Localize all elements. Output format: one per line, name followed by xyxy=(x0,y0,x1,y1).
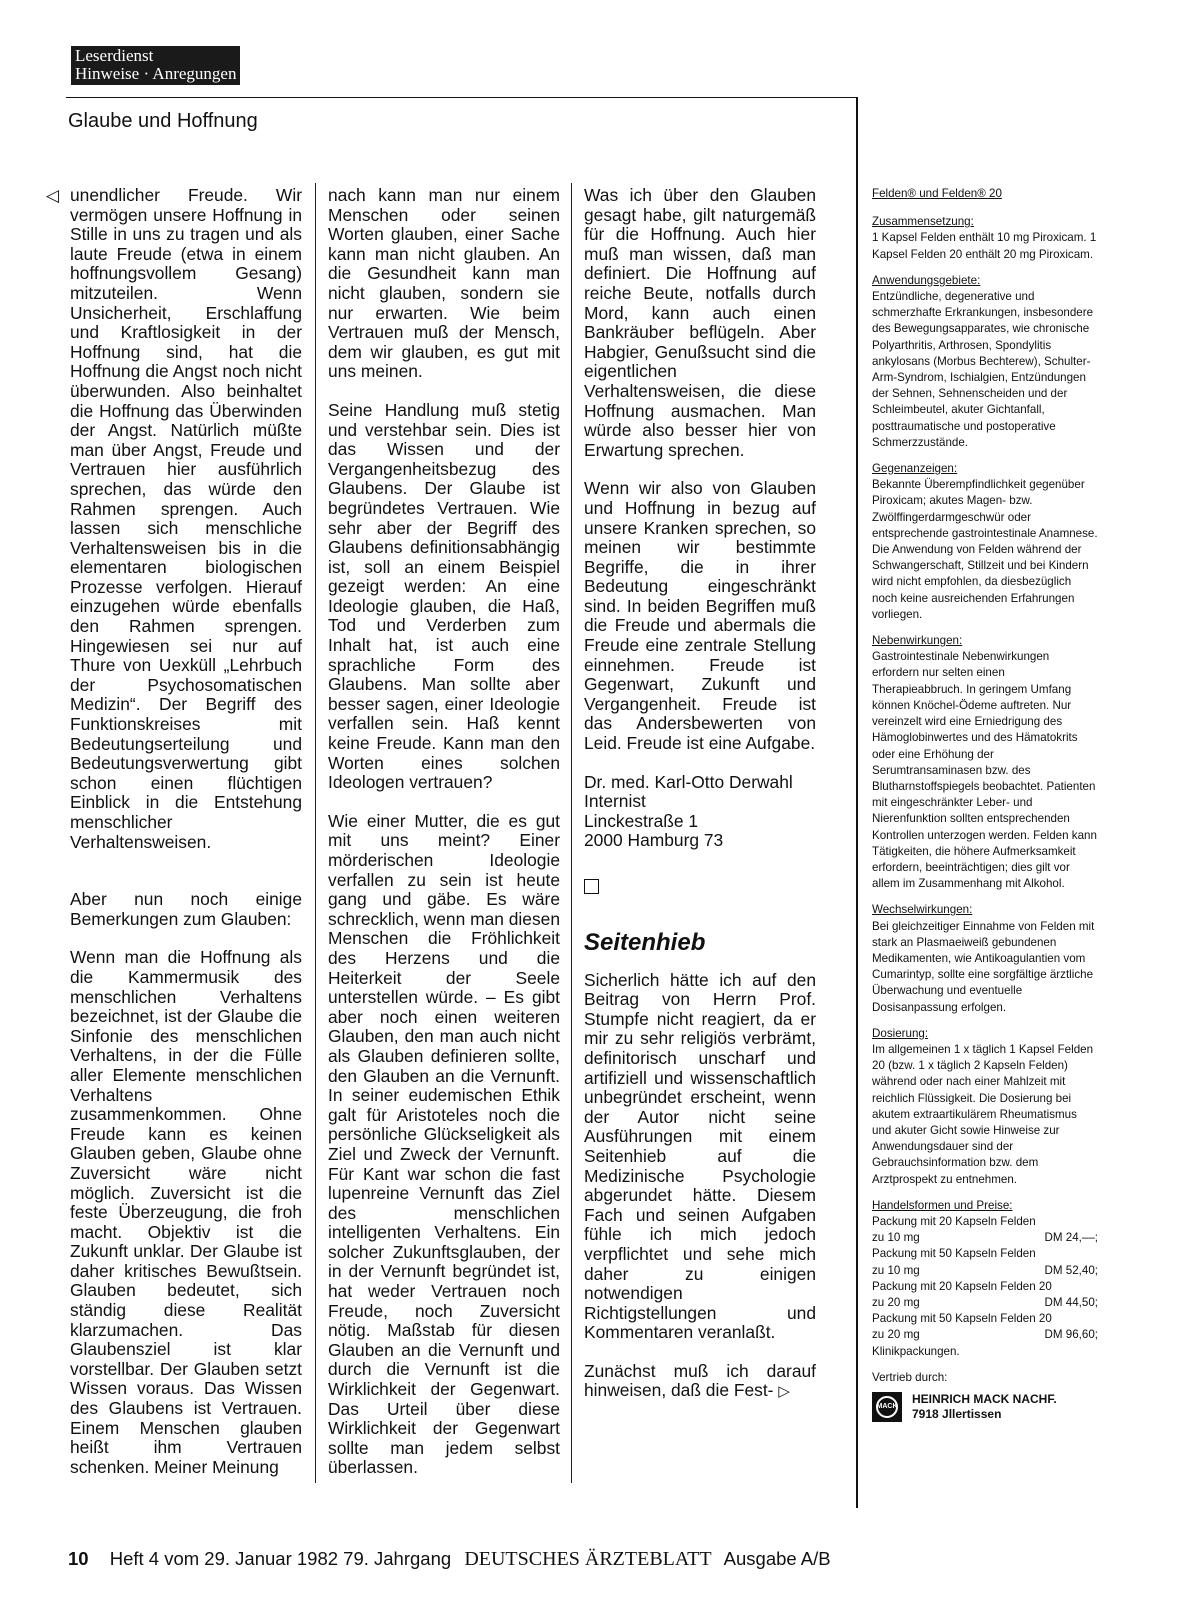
price-item xyxy=(872,1279,1098,1311)
company-info xyxy=(912,1392,1057,1422)
section-text: 1 Kapsel Felden enthält 10 mg Piroxicam. 1 Kapsel Felden 20 enthält 20 mg Piroxicam. xyxy=(872,231,1097,261)
section-text: Bei gleichzeitiger Einnahme von Felden mit stark an Plasmaeiweiß gebundenen Medikamenten, wie Antikoagulantien vom Cumarintyp, sollte eine sorgfältige ärztliche Überwachung und eventuelle Dosisanpassung erfolgen. xyxy=(872,919,1095,1014)
price-item xyxy=(872,1246,1098,1278)
paragraph: Was ich über den Glauben gesagt habe, gilt naturgemäß für die Hoffnung. Auch hier muß man wissen, daß man definiert. Die Hoffnung auf reiche Beute, notfalls durch Mord, kann auch einen Bankräuber beflügeln. Aber Habgier, Genußsucht sind die eigentlichen Verhaltensweisen, die diese Hoffnung ausmachen. Man würde also besser hier von Erwartung sprechen. xyxy=(584,185,816,460)
continuation-arrow-icon: ◁ xyxy=(46,186,60,205)
price-item-label: Packung mit 50 Kapseln Felden 20 xyxy=(872,1312,1052,1326)
price-item-label: Packung mit 20 Kapseln Felden xyxy=(872,1214,1036,1228)
page-footer xyxy=(68,1548,831,1571)
section-heading: Anwendungsgebiete: xyxy=(872,273,981,287)
author-city: 2000 Hamburg 73 xyxy=(584,830,724,851)
page-title: Glaube und Hoffnung xyxy=(68,110,258,132)
paragraph-continued xyxy=(584,1362,816,1402)
clinic-packs: Klinikpackungen. xyxy=(872,1344,960,1358)
drug-brand: Felden® und Felden® 20 xyxy=(872,187,1002,200)
company-block xyxy=(872,1392,1098,1422)
distribution-label: Vertrieb durch: xyxy=(872,1370,948,1384)
article-column-1 xyxy=(70,186,302,1477)
price-row xyxy=(872,1230,1098,1246)
article-column-2 xyxy=(328,186,560,1478)
paragraph: unendlicher Freude. Wir vermögen unsere Hoffnung in Stille in uns zu tragen und als laute Freude (etwa in einem hoffnungsvollem Gesang) mitzuteilen. Wenn Unsicherheit, Erschlaffung und Kraftlosigkeit in der Hoffnung sind, hat die Hoffnung die Angst noch nicht überwunden. Also beinhaltet die Hoffnung das Überwinden der Angst. Natürlich müßte man über Angst, Freude und Vertrauen hier ausführlich sprechen, das würde den Rahmen sprengen. Auch lassen sich menschliche Verhaltensweisen bis in die elementaren biologischen Prozesse verfolgen. Hierauf einzugehen würde ebenfalls den Rahmen sprengen. Hingewiesen sei nur auf Thure von Uexküll „Lehrbuch der Psychosomatischen Medizin“. Der Begriff des Funktionskreises mit Bedeutungserteilung und Bedeutungsverwertung gibt schon einen flüchtigen Einblick in die Entstehung menschlicher Verhaltensweisen. xyxy=(70,185,302,852)
author-name: Dr. med. Karl-Otto Derwahl xyxy=(584,771,793,792)
paragraph: Seine Handlung muß stetig und verstehbar sein. Dies ist das Wissen und der Vergangenheitsbezug des Glaubens. Der Glaube ist begründetes Vertrauen. Wie sehr aber der Begriff des Glaubens definitionsabhängig ist, soll an einem Beispiel gezeigt werden: An eine Ideologie glauben, die Haß, Tod und Verderben zum Inhalt hat, ist auch eine sprachliche Form des Glaubens. Man sollte aber besser sagen, einer Ideologie verfallen sein. Haß kennt keine Freude. Kann man den Worten eines solchen Ideologen vertrauen? xyxy=(328,399,560,793)
info-section xyxy=(872,902,1098,1015)
logo-text: MACK xyxy=(876,1396,898,1418)
info-section xyxy=(872,633,1098,892)
paragraph: Wenn wir also von Glauben und Hoffnung in bezug auf unsere Kranken sprechen, so meinen wir bestimmte Begriffe, die in ihrer Bedeutung eingeschränkt sind. In beiden Begriffen muß die Freude und abermals die Freude eine zentrale Stellung einnehmen. Freude ist Gegenwart, Zukunft und Vergangenheit. Freude ist das Andersbewerten von Leid. Freude ist eine Aufgabe. xyxy=(584,478,816,754)
info-section xyxy=(872,1026,1098,1188)
price-row xyxy=(872,1327,1098,1343)
price-item-dose: zu 10 mg xyxy=(872,1263,920,1277)
section-heading: Handelsformen und Preise: xyxy=(872,1198,1013,1212)
paragraph: Sicherlich hätte ich auf den Beitrag von Herrn Prof. Stumpfe nicht reagiert, da er mir zu sehr religiös verbrämt, definitorisch unscharf und artifiziell und wissenschaftlich unbegründet erscheint, wenn der Autor nicht seine Ausführungen mit einem Seitenhieb auf die Medizinische Psychologie abgerundet hätte. Diesem Fach und seinen Aufgaben fühle ich mich jedoch verpflichtet und sehe mich daher zu einigen notwendigen Richtigstellungen und Kommentaren veranlaßt. xyxy=(584,969,816,1343)
price-item xyxy=(872,1214,1098,1246)
paragraph: nach kann man nur einem Menschen oder seinen Worten glauben, einer Sache kann man nicht glauben. An die Gesundheit kann man nicht glauben, sondern sie nur erwarten. Wie beim Vertrauen muß der Mensch, dem wir glauben, es gut mit uns meinen. xyxy=(328,185,560,382)
sidebar-divider xyxy=(856,97,858,1508)
end-square-icon xyxy=(584,879,599,894)
company-logo xyxy=(872,1392,902,1422)
journal-name: DEUTSCHES ÄRZTEBLATT xyxy=(464,1548,712,1570)
edition-info: Ausgabe A/B xyxy=(723,1548,831,1569)
price-item-dose: zu 10 mg xyxy=(872,1231,920,1245)
section-heading: Seitenhieb xyxy=(584,928,706,956)
section-tag-line2: Hinweise · Anregungen xyxy=(75,64,237,83)
info-section xyxy=(872,214,1098,263)
price-value: DM 24,––; xyxy=(1044,1231,1098,1245)
issue-info: Heft 4 vom 29. Januar 1982 79. Jahrgang xyxy=(109,1548,452,1569)
section-heading: Zusammensetzung: xyxy=(872,215,974,229)
drug-info-sidebar xyxy=(872,186,1098,1422)
price-section xyxy=(872,1198,1098,1360)
company-city: 7918 Jllertissen xyxy=(912,1407,1002,1422)
price-item-dose: zu 20 mg xyxy=(872,1296,920,1309)
section-text: Bekannte Überempfindlichkeit gegenüber Piroxicam; akutes Magen- bzw. Zwölffingerdarmgeschwür oder entsprechende gastrointestinale Anamnese. Die Anwendung von Felden während der Schwangerschaft, Stillzeit und bei Kindern wird nicht empfohlen, da diesbezüglich noch keine ausreichenden Erfahrungen vorliegen. xyxy=(872,478,1098,621)
article-column-3 xyxy=(584,186,816,1402)
price-row xyxy=(872,1263,1098,1279)
section-heading: Gegenanzeigen: xyxy=(872,462,958,476)
section-tag xyxy=(71,46,240,85)
paragraph: Wie einer Mutter, die es gut mit uns meint? Einer mörderischen Ideologie verfallen zu sein ist heute gang und gäbe. Es wäre schrecklich, wenn man diesen Menschen die Fröhlichkeit des Herzens und die Heiterkeit der Seele unterstellen würde. – Es gibt aber noch einen weiteren Glauben, den man auch nicht als Glauben definieren sollte, den Glauben an die Vernunft. In seiner eudemischen Ethik galt für Aristoteles noch die persönliche Glückseligkeit als Ziel und Zweck der Vernunft. Für Kant war schon die fast lupenreine Vernunft das Ziel des menschlichen intelligenten Verhaltens. Ein solcher Zukunftsglauben, der in der Vernunft begründet ist, hat weder Vertrauen noch Freude, noch Zuversicht nötig. Maßstab für diesen Glauben an die Vernunft und durch die Vernunft ist die Wirklichkeit der Gegenwart. Das Urteil über diese Wirklichkeit der Gegenwart sollte man jedem selbst überlassen. xyxy=(328,810,560,1478)
author-signature xyxy=(584,773,816,851)
info-section xyxy=(872,273,1098,451)
company-name: HEINRICH MACK NACHF. xyxy=(912,1392,1057,1407)
section-heading: Wechselwirkungen: xyxy=(872,903,973,917)
author-street: Linckestraße 1 xyxy=(584,810,699,831)
price-value: DM 44,50; xyxy=(1044,1296,1098,1309)
top-rule xyxy=(66,97,857,98)
price-item xyxy=(872,1311,1098,1343)
price-item-dose: zu 20 mg xyxy=(872,1328,920,1342)
price-value: DM 96,60; xyxy=(1044,1328,1098,1342)
paragraph: Wenn man die Hoffnung als die Kammermusik des menschlichen Verhaltens bezeichnet, ist der Glaube die Sinfonie des menschlichen Verhaltens, in der die Fülle aller Elemente menschlichen Verhaltens zusammenkommen. Ohne Freude kann es keinen Glauben geben, Glaube ohne Zuversicht wäre nicht möglich. Zuversicht ist die feste Überzeugung, die froh macht. Objektiv ist die Zukunft unklar. Der Glaube ist daher kritisches Bewußtsein. Glauben bedeutet, sich ständig diese Realität klarzumachen. Das Glaubensziel ist klar vorstellbar. Der Glauben setzt Wissen voraus. Das Wissen des Glaubens ist Vertrauen. Einem Menschen glauben heißt ihm Vertrauen schenken. Meiner Meinung xyxy=(70,947,302,1477)
section-text: Entzündliche, degenerative und schmerzhafte Erkrankungen, insbesondere des Bewegungsapparates, wie chronische Polyarthritis, Arthrosen, Spondylitis ankylosans (Morbus Bechterew), Schulter-Arm-Syndrom, Ischialgien, Entzündungen der Sehnen, Sehnenscheiden und der Schleimbeutel, akuter Gichtanfall, posttraumatische und postoperative Schmerzzustände. xyxy=(872,290,1094,449)
section-tag-line1: Leserdienst xyxy=(75,46,154,65)
info-section xyxy=(872,461,1098,623)
price-value: DM 52,40; xyxy=(1044,1263,1098,1277)
author-title: Internist xyxy=(584,791,646,812)
continuation-arrow-right-icon: ▷ xyxy=(778,1383,790,1401)
column-rule xyxy=(315,183,316,1483)
price-item-label: Packung mit 20 Kapseln Felden 20 xyxy=(872,1279,1052,1293)
section-text: Im allgemeinen 1 x täglich 1 Kapsel Felden 20 (bzw. 1 x täglich 2 Kapseln Felden) während oder nach einer Mahlzeit mit reichlich Flüssigkeit. Die Dosierung bei akutem extraartikulärem Rheumatismus und akuter Gicht sowie Hinweise zur Anwendungsdauer sind der Gebrauchsinformation bzw. dem Arztprospekt zu entnehmen. xyxy=(872,1042,1094,1186)
column-rule xyxy=(571,183,572,1483)
paragraph-text: Zunächst muß ich darauf hinweisen, daß die Fest- xyxy=(584,1360,816,1401)
paragraph: Aber nun noch einige Bemerkungen zum Glauben: xyxy=(70,889,302,929)
section-heading: Dosierung: xyxy=(872,1026,929,1040)
section-heading: Nebenwirkungen: xyxy=(872,634,963,648)
price-row xyxy=(872,1295,1098,1311)
section-text: Gastrointestinale Nebenwirkungen erfordern nur selten einen Therapieabbruch. In geringem Umfang können Knöchel-Ödeme auftreten. Nur vereinzelt wird eine Erniedrigung des Hämoglobinwertes und des Hämatokrits oder eine Erhöhung der Serumtransaminasen bzw. des Blutharnstoffspiegels beobachtet. Patienten mit eingeschränkter Leber- und Nierenfunktion sollten entsprechenden Kontrollen unterzogen werden. Felden kann Tätigkeiten, die höhere Aufmerksamkeit erfordern, beeinträchtigen; dies gilt vor allem im Zusammenhang mit Alkohol. xyxy=(872,650,1097,891)
price-item-label: Packung mit 50 Kapseln Felden xyxy=(872,1247,1036,1261)
page-number: 10 xyxy=(68,1548,89,1569)
